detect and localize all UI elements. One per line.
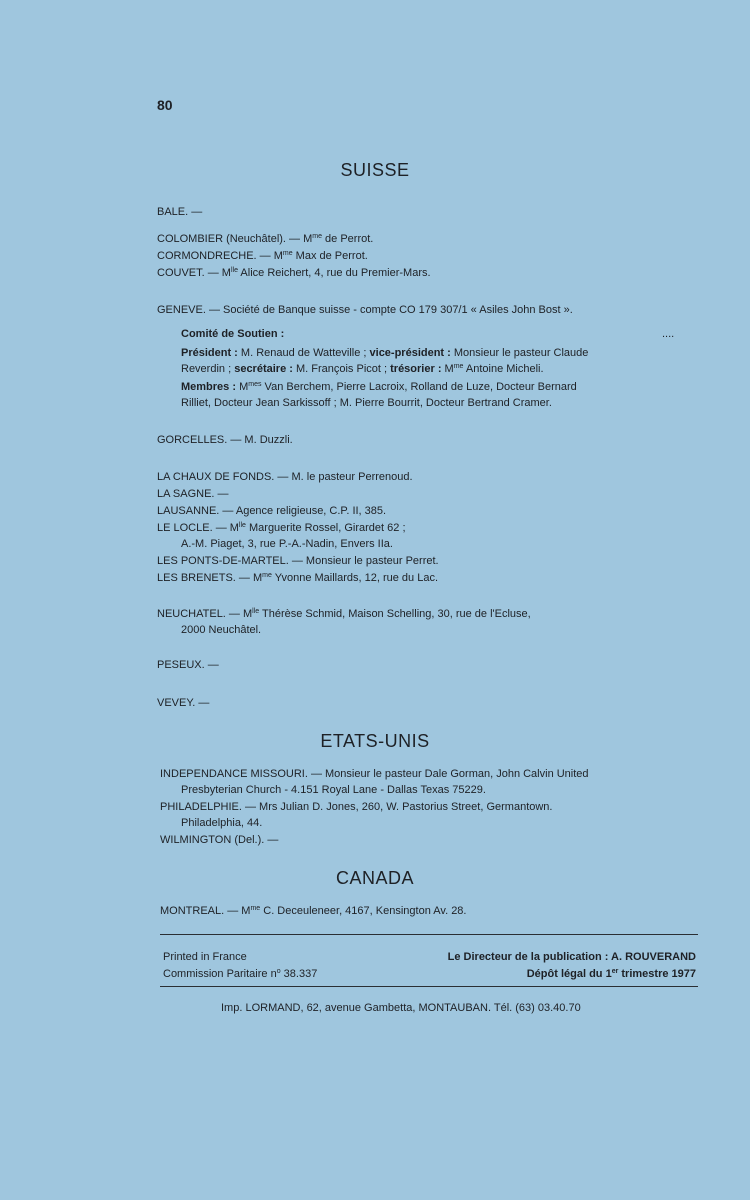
- committee-president-line: Président : M. Renaud de Watteville ; vice-président : Monsieur le pasteur Claude: [181, 347, 589, 359]
- footer-directeur: Le Directeur de la publication : A. ROUVERAND: [447, 951, 696, 963]
- entry-wilmington: WILMINGTON (Del.). —: [160, 834, 279, 846]
- entry-ponts-de-martel: LES PONTS-DE-MARTEL. — Monsieur le pasteur Perret.: [157, 555, 439, 567]
- heading-suisse: SUISSE: [340, 160, 410, 180]
- entry-colombier: COLOMBIER (Neuchâtel). — $M^{me}$ de Perrot.: [157, 233, 374, 245]
- entry-chaux-de-fonds: LA CHAUX DE FONDS. — M. le pasteur Perrenoud.: [157, 471, 413, 483]
- entry-geneve: GENEVE. — Société de Banque suisse - compte CO 179 307/1 « Asiles John Bost ».: [157, 304, 573, 316]
- comite-label: Comité de Soutien :: [181, 328, 285, 340]
- entry-gorcelles: GORCELLES. — M. Duzzli.: [157, 434, 293, 446]
- footer-printed: Printed in France: [163, 951, 247, 963]
- footer-commission: Commission Paritaire $n^o$ 38.337: [163, 968, 318, 980]
- entry-independance-line-2: Presbyterian Church - 4.151 Royal Lane - Dallas Texas 75229.: [181, 784, 486, 796]
- entry-locle-line-2: A.-M. Piaget, 3, rue P.-A.-Nadin, Envers IIa.: [181, 538, 393, 550]
- entry-locle: LE LOCLE. — $M^{lle}$ Marguerite Rossel, Girardet 62 ;: [157, 522, 406, 534]
- footer-top-rule: [160, 934, 698, 935]
- entry-brenets: LES BRENETS. — $M^{me}$ Yvonne Maillards, 12, rue du Lac.: [157, 572, 438, 584]
- entry-independance: INDEPENDANCE MISSOURI. — Monsieur le pasteur Dale Gorman, John Calvin United: [160, 768, 589, 780]
- entry-peseux: PESEUX. —: [157, 659, 219, 671]
- entry-couvet: COUVET. — $M^{lle}$ Alice Reichert, 4, rue du Premier-Mars.: [157, 267, 431, 279]
- entry-sagne: LA SAGNE. —: [157, 488, 229, 500]
- entry-philadelphie-line-2: Philadelphia, 44.: [181, 817, 263, 829]
- entry-montreal: MONTREAL. — $M^{me}$ C. Deceuleneer, 4167, Kensington Av. 28.: [160, 905, 467, 917]
- heading-etats-unis: ETATS-UNIS: [320, 731, 430, 751]
- entry-neuchatel-line-2: 2000 Neuchâtel.: [181, 624, 262, 636]
- committee-members-line: Membres : $M^{mes}$ Van Berchem, Pierre Lacroix, Rolland de Luze, Docteur Bernard: [181, 381, 577, 393]
- heading-canada: CANADA: [335, 868, 414, 888]
- entry-neuchatel: NEUCHATEL. — $M^{lle}$ Thérèse Schmid, Maison Schelling, 30, rue de l'Ecluse,: [157, 608, 531, 620]
- comite-dots: ....: [662, 328, 675, 340]
- footer-depot: Dépôt légal du 1er trimestre 1977: [526, 968, 696, 980]
- committee-secretary-line: Reverdin ; secrétaire : M. François Picot ; trésorier : $M^{me}$ Antoine Micheli.: [181, 363, 544, 375]
- entry-cormondreche: CORMONDRECHE. — $M^{me}$ Max de Perrot.: [157, 250, 368, 262]
- entry-bale: BALE. —: [157, 206, 203, 218]
- footer-bottom-rule: [160, 986, 698, 987]
- entry-lausanne: LAUSANNE. — Agence religieuse, C.P. II, 385.: [157, 505, 387, 517]
- entry-philadelphie: PHILADELPHIE. — Mrs Julian D. Jones, 260, W. Pastorius Street, Germantown.: [160, 801, 553, 813]
- entry-vevey: VEVEY. —: [157, 697, 210, 709]
- page-number: 80: [157, 97, 173, 113]
- committee-members-line-2: Rilliet, Docteur Jean Sarkissoff ; M. Pierre Bourrit, Docteur Bertrand Cramer.: [181, 397, 552, 409]
- footer-imprimeur: Imp. LORMAND, 62, avenue Gambetta, MONTAUBAN. Tél. (63) 03.40.70: [221, 1002, 581, 1014]
